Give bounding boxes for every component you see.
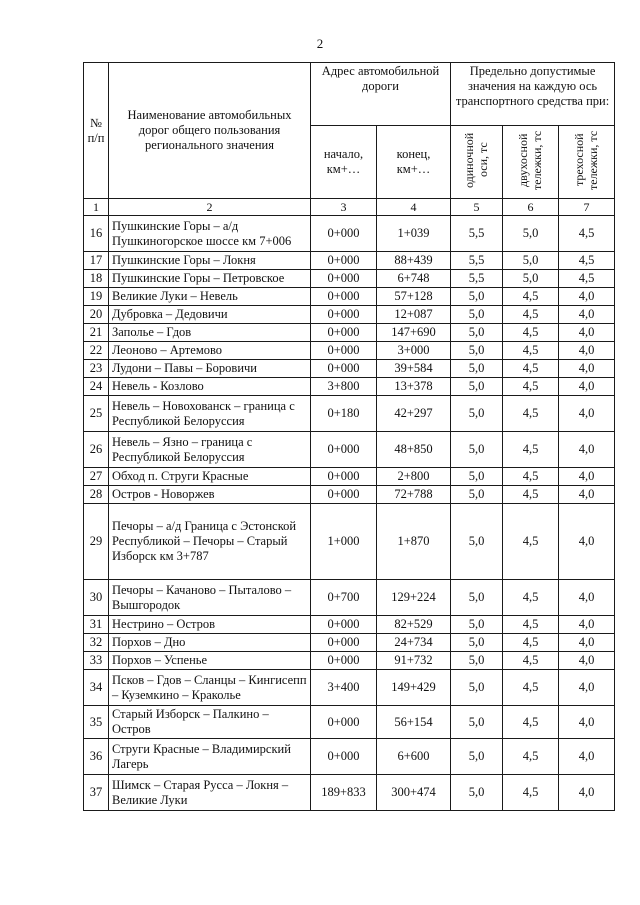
limit-double-axle: 4,5 [503, 360, 559, 378]
header-triple-axle [559, 126, 615, 199]
limit-single-axle: 5,5 [451, 216, 503, 252]
limit-triple-axle: 4,0 [559, 706, 615, 739]
row-number: 21 [84, 324, 109, 342]
road-start: 0+000 [311, 306, 377, 324]
row-number: 18 [84, 270, 109, 288]
table-row [84, 378, 615, 396]
header-road-name: Наименование автомобильных дорог общего пользования регионального значения [109, 63, 311, 199]
road-start: 0+000 [311, 652, 377, 670]
row-number: 28 [84, 486, 109, 504]
road-name: Нестрино – Остров [109, 616, 311, 634]
limit-triple-axle: 4,0 [559, 580, 615, 616]
road-start: 0+000 [311, 706, 377, 739]
limit-triple-axle: 4,0 [559, 739, 615, 775]
road-start: 3+800 [311, 378, 377, 396]
row-number: 34 [84, 670, 109, 706]
row-number: 36 [84, 739, 109, 775]
road-name: Порхов – Дно [109, 634, 311, 652]
limit-single-axle: 5,0 [451, 360, 503, 378]
limit-double-axle: 4,5 [503, 486, 559, 504]
limit-double-axle: 4,5 [503, 670, 559, 706]
road-name: Псков – Гдов – Сланцы – Кингисепп – Куземкино – Краколье [109, 670, 311, 706]
limit-double-axle: 4,5 [503, 306, 559, 324]
row-number: 31 [84, 616, 109, 634]
limit-double-axle: 4,5 [503, 652, 559, 670]
table-row [84, 634, 615, 652]
row-number: 20 [84, 306, 109, 324]
row-number: 17 [84, 252, 109, 270]
road-start: 0+700 [311, 580, 377, 616]
table-row [84, 504, 615, 580]
limit-double-axle: 4,5 [503, 288, 559, 306]
road-end: 88+439 [377, 252, 451, 270]
limit-triple-axle: 4,5 [559, 216, 615, 252]
road-start: 0+000 [311, 634, 377, 652]
column-number: 2 [109, 199, 311, 216]
header-start: начало, км+… [311, 126, 377, 199]
limit-single-axle: 5,0 [451, 432, 503, 468]
limit-single-axle: 5,0 [451, 396, 503, 432]
road-start: 1+000 [311, 504, 377, 580]
limit-single-axle: 5,0 [451, 616, 503, 634]
road-start: 189+833 [311, 775, 377, 811]
row-number: 26 [84, 432, 109, 468]
limit-single-axle: 5,0 [451, 739, 503, 775]
limit-triple-axle: 4,5 [559, 252, 615, 270]
table-row [84, 580, 615, 616]
road-end: 42+297 [377, 396, 451, 432]
limit-double-axle: 5,0 [503, 252, 559, 270]
row-number: 30 [84, 580, 109, 616]
limit-single-axle: 5,0 [451, 634, 503, 652]
page-number: 2 [316, 36, 324, 51]
road-end: 12+087 [377, 306, 451, 324]
road-name: Заполье – Гдов [109, 324, 311, 342]
table-row [84, 739, 615, 775]
header-limits: Предельно допустимые значения на каждую ось транспортного средства при: [451, 63, 615, 126]
limit-single-axle: 5,0 [451, 775, 503, 811]
row-number: 22 [84, 342, 109, 360]
header-single-axle-label: одиночной оси, тс [461, 132, 490, 188]
limit-single-axle: 5,0 [451, 486, 503, 504]
road-end: 72+788 [377, 486, 451, 504]
row-number: 33 [84, 652, 109, 670]
limit-single-axle: 5,0 [451, 342, 503, 360]
road-start: 0+000 [311, 342, 377, 360]
header-end: конец, км+… [377, 126, 451, 199]
road-name: Пушкинские Горы – Локня [109, 252, 311, 270]
column-number: 5 [451, 199, 503, 216]
limit-triple-axle: 4,0 [559, 342, 615, 360]
row-number: 16 [84, 216, 109, 252]
limit-double-axle: 4,5 [503, 432, 559, 468]
roads-table [83, 62, 615, 811]
limit-triple-axle: 4,0 [559, 486, 615, 504]
table-row [84, 306, 615, 324]
road-end: 91+732 [377, 652, 451, 670]
limit-triple-axle: 4,0 [559, 378, 615, 396]
limit-single-axle: 5,0 [451, 306, 503, 324]
row-number: 27 [84, 468, 109, 486]
limit-triple-axle: 4,0 [559, 306, 615, 324]
limit-single-axle: 5,5 [451, 270, 503, 288]
row-number: 35 [84, 706, 109, 739]
road-start: 0+000 [311, 270, 377, 288]
road-end: 129+224 [377, 580, 451, 616]
limit-double-axle: 4,5 [503, 342, 559, 360]
road-start: 0+000 [311, 360, 377, 378]
road-end: 1+039 [377, 216, 451, 252]
road-name: Великие Луки – Невель [109, 288, 311, 306]
table-row [84, 706, 615, 739]
road-start: 0+000 [311, 216, 377, 252]
limit-single-axle: 5,0 [451, 670, 503, 706]
roads-table-body [84, 216, 615, 811]
row-number: 19 [84, 288, 109, 306]
limit-single-axle: 5,0 [451, 580, 503, 616]
road-start: 0+000 [311, 468, 377, 486]
column-number: 3 [311, 199, 377, 216]
road-name: Дубровка – Дедовичи [109, 306, 311, 324]
road-start: 0+000 [311, 324, 377, 342]
limit-double-axle: 4,5 [503, 324, 559, 342]
road-end: 6+600 [377, 739, 451, 775]
limit-double-axle: 4,5 [503, 504, 559, 580]
column-number: 7 [559, 199, 615, 216]
limit-double-axle: 4,5 [503, 468, 559, 486]
limit-double-axle: 4,5 [503, 378, 559, 396]
road-name: Невель – Новохованск – граница с Республикой Белоруссия [109, 396, 311, 432]
limit-triple-axle: 4,0 [559, 634, 615, 652]
road-start: 0+000 [311, 486, 377, 504]
limit-triple-axle: 4,0 [559, 652, 615, 670]
road-name: Обход п. Струги Красные [109, 468, 311, 486]
table-row [84, 288, 615, 306]
row-number: 29 [84, 504, 109, 580]
road-start: 3+400 [311, 670, 377, 706]
limit-double-axle: 4,5 [503, 580, 559, 616]
table-row [84, 360, 615, 378]
road-name: Пушкинские Горы – а/д Пушкиногорское шоссе км 7+006 [109, 216, 311, 252]
limit-single-axle: 5,5 [451, 252, 503, 270]
limit-triple-axle: 4,0 [559, 432, 615, 468]
road-end: 57+128 [377, 288, 451, 306]
limit-triple-axle: 4,0 [559, 360, 615, 378]
column-number-row [84, 199, 615, 216]
road-name: Леоново – Артемово [109, 342, 311, 360]
limit-double-axle: 4,5 [503, 775, 559, 811]
table-row [84, 342, 615, 360]
limit-triple-axle: 4,0 [559, 504, 615, 580]
column-number: 1 [84, 199, 109, 216]
road-end: 149+429 [377, 670, 451, 706]
header-triple-axle-label: трехосной тележки, тс [571, 130, 600, 190]
road-start: 0+000 [311, 739, 377, 775]
road-end: 13+378 [377, 378, 451, 396]
row-number: 23 [84, 360, 109, 378]
row-number: 32 [84, 634, 109, 652]
road-name: Печоры – а/д Граница с Эстонской Республикой – Печоры – Старый Изборск км 3+787 [109, 504, 311, 580]
table-row [84, 396, 615, 432]
road-end: 2+800 [377, 468, 451, 486]
table-row [84, 432, 615, 468]
road-end: 1+870 [377, 504, 451, 580]
table-row [84, 775, 615, 811]
table-row [84, 670, 615, 706]
limit-double-axle: 4,5 [503, 706, 559, 739]
limit-single-axle: 5,0 [451, 288, 503, 306]
road-end: 56+154 [377, 706, 451, 739]
road-start: 0+000 [311, 252, 377, 270]
limit-single-axle: 5,0 [451, 504, 503, 580]
table-row [84, 252, 615, 270]
limit-single-axle: 5,0 [451, 378, 503, 396]
limit-double-axle: 4,5 [503, 739, 559, 775]
header-address: Адрес автомобильной дороги [311, 63, 451, 126]
limit-triple-axle: 4,0 [559, 468, 615, 486]
header-double-axle [503, 126, 559, 199]
column-number: 6 [503, 199, 559, 216]
road-name: Лудони – Павы – Боровичи [109, 360, 311, 378]
table-row [84, 468, 615, 486]
table-row [84, 486, 615, 504]
limit-single-axle: 5,0 [451, 324, 503, 342]
road-name: Печоры – Качаново – Пыталово – Вышгородок [109, 580, 311, 616]
limit-single-axle: 5,0 [451, 706, 503, 739]
road-name: Пушкинские Горы – Петровское [109, 270, 311, 288]
limit-double-axle: 4,5 [503, 396, 559, 432]
road-name: Порхов – Успенье [109, 652, 311, 670]
road-end: 48+850 [377, 432, 451, 468]
limit-triple-axle: 4,0 [559, 670, 615, 706]
table-row [84, 616, 615, 634]
limit-single-axle: 5,0 [451, 652, 503, 670]
road-name: Остров - Новоржев [109, 486, 311, 504]
limit-double-axle: 5,0 [503, 270, 559, 288]
limit-single-axle: 5,0 [451, 468, 503, 486]
limit-triple-axle: 4,0 [559, 324, 615, 342]
road-name: Струги Красные – Владимирский Лагерь [109, 739, 311, 775]
header-single-axle [451, 126, 503, 199]
road-name: Старый Изборск – Палкино – Остров [109, 706, 311, 739]
table-row [84, 652, 615, 670]
road-name: Шимск – Старая Русса – Локня – Великие Луки [109, 775, 311, 811]
limit-triple-axle: 4,0 [559, 616, 615, 634]
road-end: 6+748 [377, 270, 451, 288]
road-end: 39+584 [377, 360, 451, 378]
row-number: 37 [84, 775, 109, 811]
limit-triple-axle: 4,0 [559, 396, 615, 432]
road-start: 0+180 [311, 396, 377, 432]
limit-triple-axle: 4,5 [559, 270, 615, 288]
road-end: 24+734 [377, 634, 451, 652]
header-double-axle-label: двухосной тележки, тс [515, 130, 544, 190]
limit-double-axle: 5,0 [503, 216, 559, 252]
row-number: 24 [84, 378, 109, 396]
road-end: 147+690 [377, 324, 451, 342]
limit-triple-axle: 4,0 [559, 775, 615, 811]
column-number: 4 [377, 199, 451, 216]
limit-double-axle: 4,5 [503, 616, 559, 634]
row-number: 25 [84, 396, 109, 432]
road-end: 82+529 [377, 616, 451, 634]
limit-triple-axle: 4,0 [559, 288, 615, 306]
table-row [84, 270, 615, 288]
road-start: 0+000 [311, 432, 377, 468]
table-row [84, 216, 615, 252]
limit-double-axle: 4,5 [503, 634, 559, 652]
road-start: 0+000 [311, 616, 377, 634]
table-row [84, 324, 615, 342]
road-start: 0+000 [311, 288, 377, 306]
road-end: 300+474 [377, 775, 451, 811]
road-name: Невель - Козлово [109, 378, 311, 396]
road-name: Невель – Язно – граница с Республикой Белоруссия [109, 432, 311, 468]
road-end: 3+000 [377, 342, 451, 360]
header-number: № п/п [84, 63, 109, 199]
